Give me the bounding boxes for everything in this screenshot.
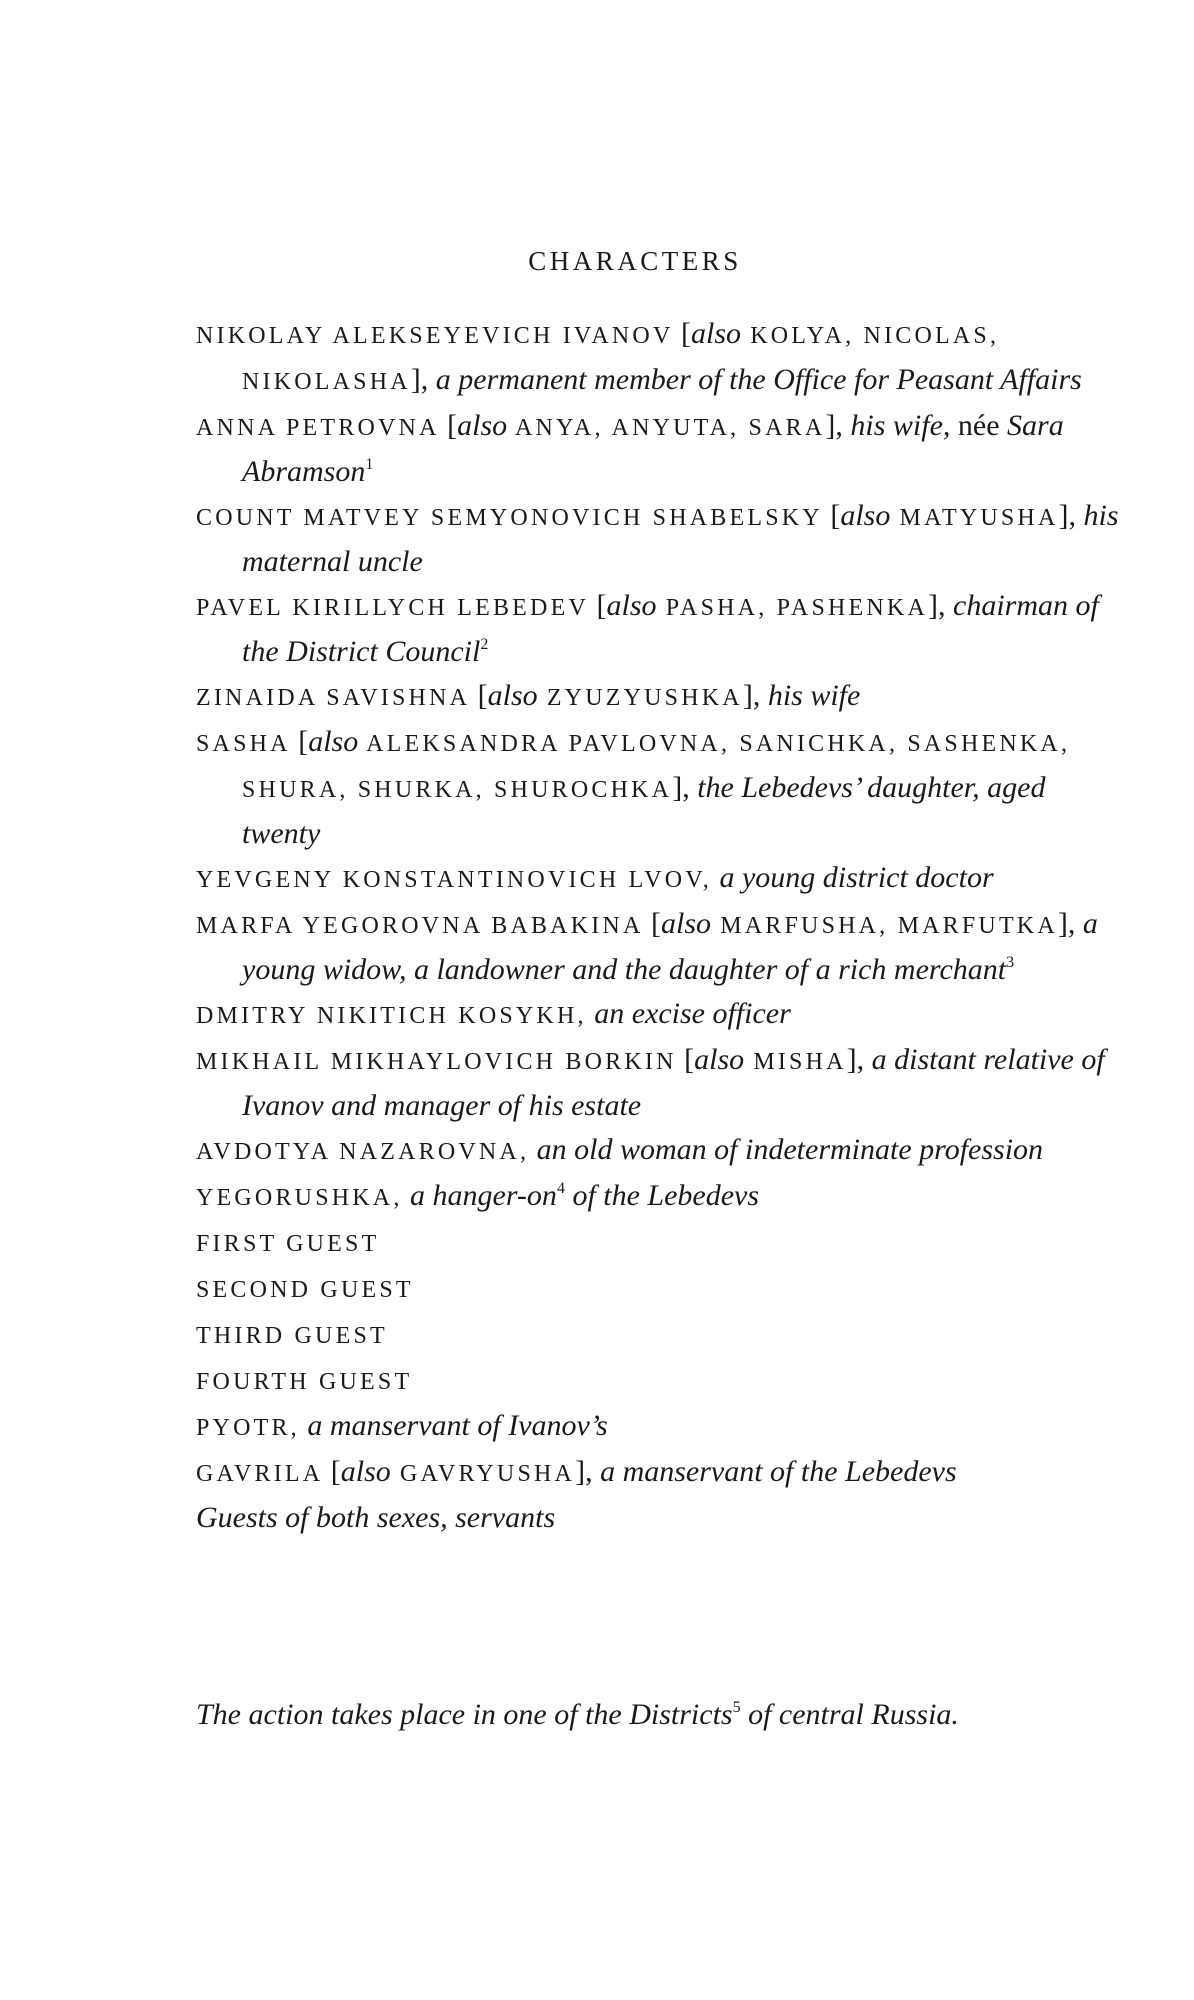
list-item: YEGORUSHKA, a hanger-$on^4$ of the Lebedevs xyxy=(196,1179,760,1212)
list-item xyxy=(196,1266,1126,1312)
list-item: COUNT MATVEY SEMYONOVICH SHABELSKY [also MATYUSHA], his maternal uncle xyxy=(196,499,1119,578)
character-aliases: ALEKSANDRA PAVLOVNA, SANICHKA, SASHENKA, SHURA, SHURKA, SHUROCHKA xyxy=(242,731,1071,803)
list-item xyxy=(196,992,1126,1038)
list-item xyxy=(196,1128,1126,1174)
list-item xyxy=(196,1358,1126,1404)
character-aliases: ZYUZYUSHKA xyxy=(537,685,743,711)
list-item: SASHA [also ALEKSANDRA PAVLOVNA, SANICHKA, SASHENKA, SHURA, SHURKA, SHUROCHKA], the Lebedevs’ daughter, aged twenty xyxy=(196,725,1071,850)
character-aliases: MISHA xyxy=(744,1049,847,1075)
footnote-marker: 2 xyxy=(480,636,489,653)
character-list xyxy=(196,312,1126,1540)
closing-line: Guests of both sexes, servants xyxy=(196,1501,556,1534)
character-description: a permanent member of the Office for Peasant Affairs xyxy=(435,363,1082,396)
character-description: his wife, xyxy=(850,409,951,442)
list-item: ANNA PETROVNA [also ANYA, ANYUTA, SARA], his wife, née Sara Abramson$^1$ xyxy=(196,409,1064,488)
character-name: DMITRY NIKITICH KOSYKH, xyxy=(196,1003,587,1029)
character-description: a manservant of the Lebedevs xyxy=(600,1455,957,1488)
character-name: MARFA YEGOROVNA BABAKINA xyxy=(196,913,644,939)
character-description: chairman of the District Council xyxy=(242,589,1099,668)
list-item: NIKOLAY ALEKSEYEVICH IVANOV [also KOLYA, NICOLAS, NIKOLASHA], a permanent member of the Office for Peasant Affairs xyxy=(196,317,1082,396)
list-item: GAVRILA [also GAVRYUSHA], a manservant of the Lebedevs xyxy=(196,1455,957,1488)
setting-note: The action takes place in one of the Districts$^5$ of central Russia. xyxy=(196,1698,959,1731)
character-name: ZINAIDA SAVISHNA xyxy=(196,685,471,711)
footnote-marker: 3 xyxy=(1006,954,1015,971)
character-name: NIKOLAY ALEKSEYEVICH IVANOV xyxy=(196,323,674,349)
footnote-marker: 4 xyxy=(556,1180,565,1197)
character-name: AVDOTYA NAZAROVNA, xyxy=(196,1139,530,1165)
footnote-marker: 1 xyxy=(365,456,374,473)
character-aliases: MATYUSHA xyxy=(890,505,1059,531)
character-name: GAVRILA xyxy=(196,1461,324,1487)
character-description: a hanger-on xyxy=(402,1179,557,1212)
character-description: an excise officer xyxy=(586,997,791,1030)
character-name: PYOTR, xyxy=(196,1415,300,1441)
character-name: FIRST GUEST xyxy=(196,1231,380,1257)
character-name: ANNA PETROVNA xyxy=(196,415,440,441)
list-item: MARFA YEGOROVNA BABAKINA [also MARFUSHA, MARFUTKA], a young widow, a landowner and the daughter of a rich merchant$^3$ xyxy=(196,907,1098,986)
character-description: a distant relative of Ivanov and manager of his estate xyxy=(242,1043,1105,1122)
footnote-marker: 5 xyxy=(732,1699,741,1716)
list-item xyxy=(196,1312,1126,1358)
list-item xyxy=(196,1220,1126,1266)
character-description: his maternal uncle xyxy=(242,499,1119,578)
list-item xyxy=(196,856,1126,902)
character-name: SECOND GUEST xyxy=(196,1277,414,1303)
list-item xyxy=(196,1404,1126,1450)
character-description: a young widow, a landowner and the daughter of a rich merchant xyxy=(242,907,1098,986)
list-item: MIKHAIL MIKHAYLOVICH BORKIN [also MISHA], a distant relative of Ivanov and manager of his estate xyxy=(196,1043,1105,1122)
character-description: an old woman of indeterminate profession xyxy=(529,1133,1044,1166)
character-name: YEGORUSHKA, xyxy=(196,1185,403,1211)
list-item: ZINAIDA SAVISHNA [also ZYUZYUSHKA], his wife xyxy=(196,679,861,712)
character-description: a young district doctor xyxy=(711,861,994,894)
character-aliases: MARFUSHA, MARFUTKA xyxy=(711,913,1058,939)
character-description: his wife xyxy=(767,679,861,712)
character-name: PAVEL KIRILLYCH LEBEDEV xyxy=(196,595,589,621)
list-item: PAVEL KIRILLYCH LEBEDEV [also PASHA, PASHENKA], chairman of the District Council$^2$ xyxy=(196,589,1099,668)
character-name: MIKHAIL MIKHAYLOVICH BORKIN xyxy=(196,1049,677,1075)
character-aliases: ANYA, ANYUTA, SARA xyxy=(507,415,826,441)
page-title: CHARACTERS xyxy=(528,246,742,277)
character-name: YEVGENY KONSTANTINOVICH LVOV, xyxy=(196,867,712,893)
character-name: COUNT MATVEY SEMYONOVICH SHABELSKY xyxy=(196,505,823,531)
character-aliases: KOLYA, NICOLAS, NIKOLASHA xyxy=(242,323,1000,395)
character-name: FOURTH GUEST xyxy=(196,1369,413,1395)
character-description: a manservant of Ivanov’s xyxy=(299,1409,608,1442)
character-name: THIRD GUEST xyxy=(196,1323,388,1349)
character-aliases: PASHA, PASHENKA xyxy=(656,595,929,621)
character-description: the Lebedevs’ daughter, aged twenty xyxy=(242,771,1046,850)
character-aliases: GAVRYUSHA xyxy=(390,1461,576,1487)
character-name: SASHA xyxy=(196,731,291,757)
